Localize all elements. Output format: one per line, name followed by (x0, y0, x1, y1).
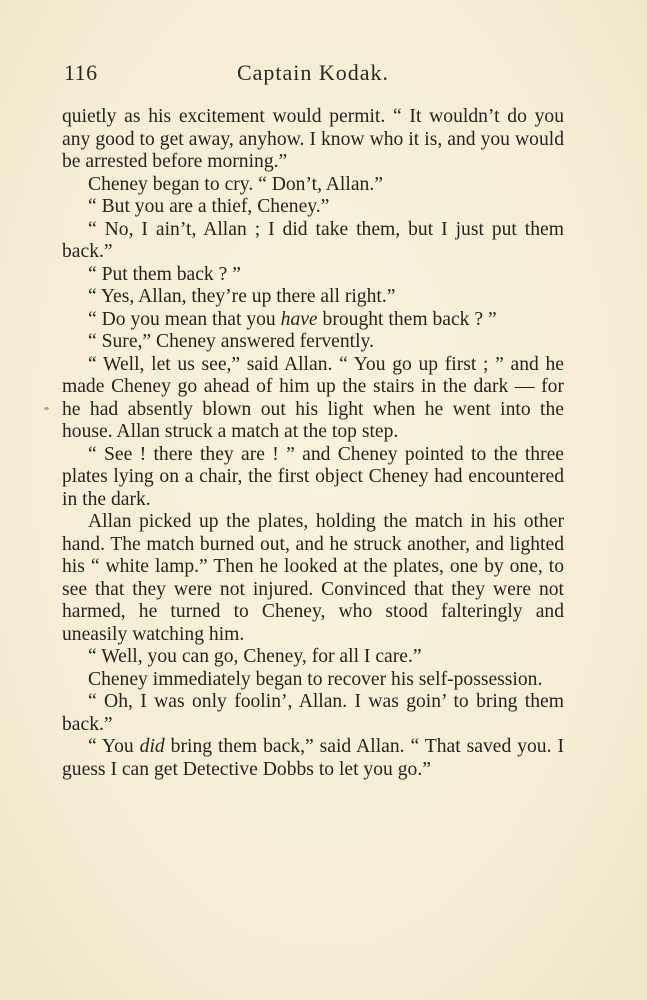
text-run: “ See ! there they are ! ” and Cheney pointed to the three plates lying on a chair, the first object Cheney had encountered in the dark. (62, 443, 564, 510)
text-run: “ You (88, 736, 140, 757)
text-run: “ Sure,” Cheney answered fervently. (88, 331, 374, 352)
paragraph (62, 736, 564, 781)
text-run: “ Oh, I was only foolin’, Allan. I was goin’ to bring them back.” (62, 691, 564, 735)
page-header (62, 60, 564, 96)
paragraph (62, 669, 564, 692)
paragraph (62, 174, 564, 197)
ink-speck (44, 407, 49, 410)
italic-text: did (139, 736, 165, 757)
text-run: “ Well, you can go, Cheney, for all I care.” (88, 646, 422, 667)
text-run: “ But you are a thief, Cheney.” (88, 196, 330, 217)
paragraph (62, 444, 564, 512)
text-run: Cheney immediately began to recover his self-possession. (88, 668, 543, 690)
text-run: “ Yes, Allan, they’re up there all right.” (88, 286, 396, 307)
paragraph (62, 331, 564, 354)
paragraph (62, 196, 564, 219)
paragraph (62, 511, 564, 646)
paragraph (62, 691, 564, 736)
paragraph (62, 106, 564, 174)
paragraph (62, 264, 564, 287)
paragraph (62, 646, 564, 669)
text-run: Cheney began to cry. “ Don’t, Allan.” (88, 173, 383, 195)
text-run: brought them back ? ” (317, 308, 497, 330)
paragraph (62, 219, 564, 264)
paragraph (62, 309, 564, 332)
text-run: Allan picked up the plates, holding the match in his other hand. The match burned out, and he struck another, and lighted his “ white lamp.” Then he looked at the plates, one by one, to see that they were not injured. Convinced that they were not harmed, he turned to Cheney, who stood falteringly and uneasily watching him. (62, 511, 564, 645)
text-run: “ Put them back ? ” (88, 263, 241, 285)
running-title: Captain Kodak. (236, 60, 390, 85)
page-number: 116 (64, 60, 98, 85)
text-run: bring them back,” said Allan. “ That saved you. I guess I can get Detective Dobbs to let you go.” (62, 736, 564, 780)
paragraph (62, 354, 564, 444)
italic-text: have (280, 308, 318, 330)
text-run: quietly as his excitement would permit. “ It wouldn’t do you any good to get away, anyhow. I know who it is, and you would be arrested before morning.” (62, 106, 564, 172)
text-run: “ Do you mean that you (88, 308, 281, 330)
text-run: “ Well, let us see,” said Allan. “ You go up first ; ” and he made Cheney go ahead of him up the stairs in the dark — for he had absently blown out his light when he went into the house. Allan struck a match at the top step. (62, 353, 564, 442)
text-run: “ No, I ain’t, Allan ; I did take them, but I just put them back.” (62, 218, 564, 262)
paragraph (62, 286, 564, 309)
body-text (62, 106, 564, 781)
